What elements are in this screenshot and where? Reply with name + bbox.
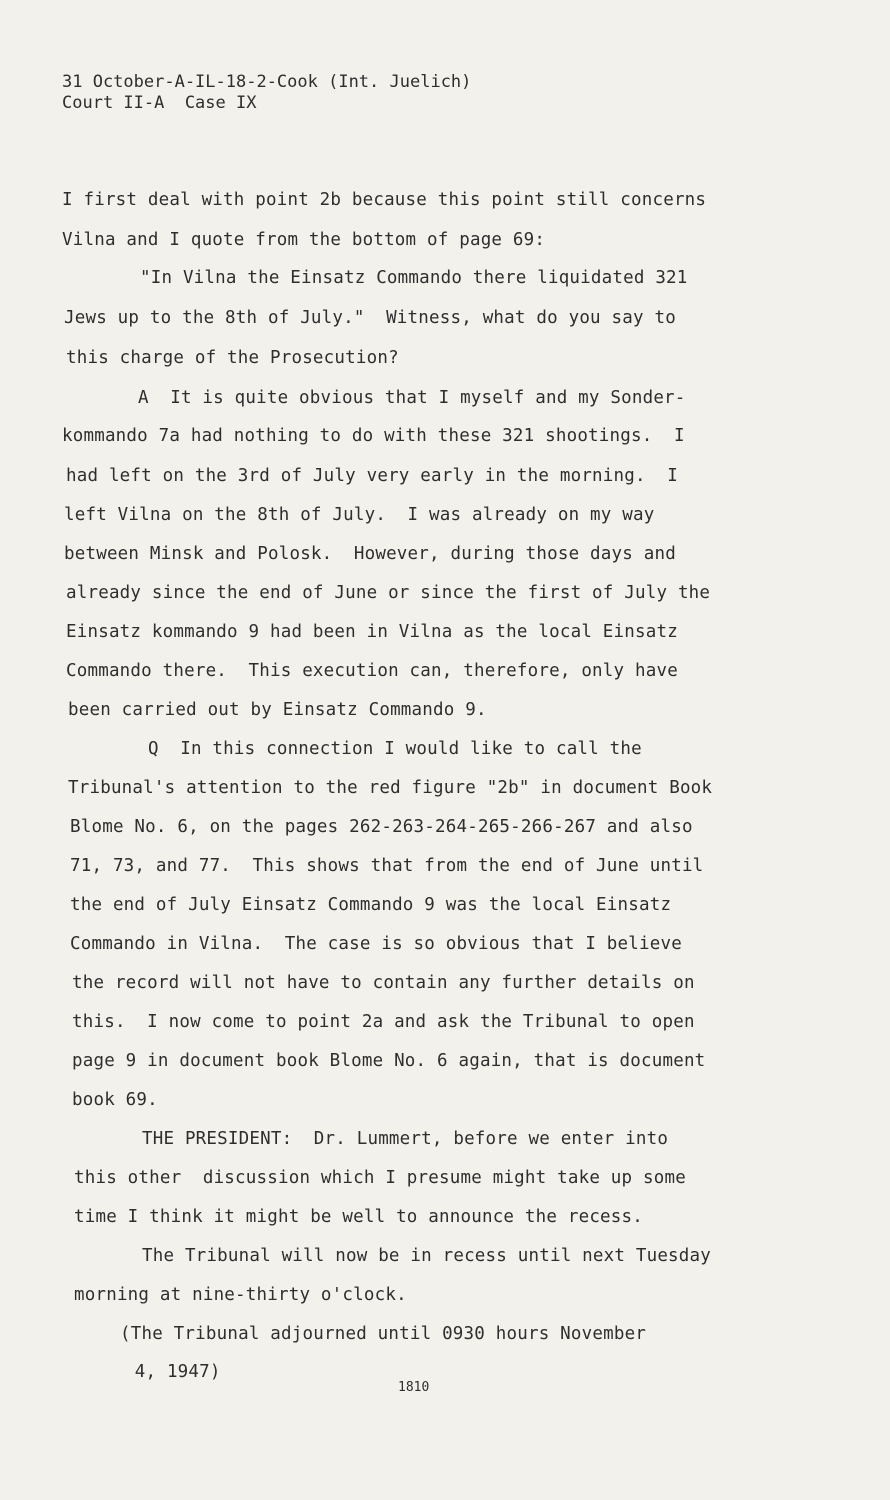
text-line: Jews up to the 8th of July." Witness, what do you say to	[64, 308, 676, 328]
text-line: Q In this connection I would like to call the	[148, 739, 642, 759]
text-line: I first deal with point 2b because this point still concerns	[62, 190, 707, 210]
text-line: this charge of the Prosecution?	[66, 348, 399, 368]
text-line: time I think it might be well to announce the recess.	[74, 1207, 644, 1227]
page-number: 1810	[398, 1380, 430, 1395]
text-line: Commando there. This execution can, therefore, only have	[66, 661, 678, 681]
text-line: 71, 73, and 77. This shows that from the end of June until	[70, 856, 704, 876]
header-line-2: Court II-A Case IX	[62, 93, 257, 113]
text-line: morning at nine-thirty o'clock.	[74, 1285, 407, 1305]
text-line: between Minsk and Polosk. However, during those days and	[64, 544, 676, 564]
text-line: already since the end of June or since the first of July the	[66, 583, 711, 603]
text-line: been carried out by Einsatz Commando 9.	[68, 700, 487, 720]
text-line: Einsatz kommando 9 had been in Vilna as the local Einsatz	[66, 622, 678, 642]
header	[62, 72, 471, 114]
text-line: A It is quite obvious that I myself and my Sonder-	[138, 388, 686, 408]
text-line: this. I now come to point 2a and ask the Tribunal to open	[72, 1012, 695, 1032]
text-line: Commando in Vilna. The case is so obvious that I believe	[70, 934, 682, 954]
text-line: THE PRESIDENT: Dr. Lummert, before we enter into	[142, 1129, 669, 1149]
text-line: left Vilna on the 8th of July. I was already on my way	[64, 505, 655, 525]
text-line: the record will not have to contain any further details on	[72, 973, 695, 993]
text-line: Blome No. 6, on the pages 262-263-264-265-266-267 and also	[70, 817, 693, 837]
text-line: The Tribunal will now be in recess until next Tuesday	[142, 1246, 712, 1266]
text-line: 4, 1947)	[124, 1362, 221, 1382]
text-line: Vilna and I quote from the bottom of page 69:	[62, 230, 546, 250]
text-line: this other discussion which I presume might take up some	[74, 1168, 686, 1188]
text-line: (The Tribunal adjourned until 0930 hours November	[120, 1324, 647, 1344]
text-line: had left on the 3rd of July very early in the morning. I	[66, 466, 678, 486]
text-line: the end of July Einsatz Commando 9 was the local Einsatz	[70, 895, 672, 915]
text-line: kommando 7a had nothing to do with these 321 shootings. I	[62, 426, 685, 446]
header-line-1: 31 October-A-IL-18-2-Cook (Int. Juelich)	[62, 72, 472, 92]
text-line: Tribunal's attention to the red figure "2b" in document Book	[68, 778, 713, 798]
text-line: page 9 in document book Blome No. 6 again, that is document	[72, 1051, 706, 1071]
text-line: "In Vilna the Einsatz Commando there liquidated 321	[140, 268, 688, 288]
text-line: book 69.	[72, 1090, 158, 1110]
